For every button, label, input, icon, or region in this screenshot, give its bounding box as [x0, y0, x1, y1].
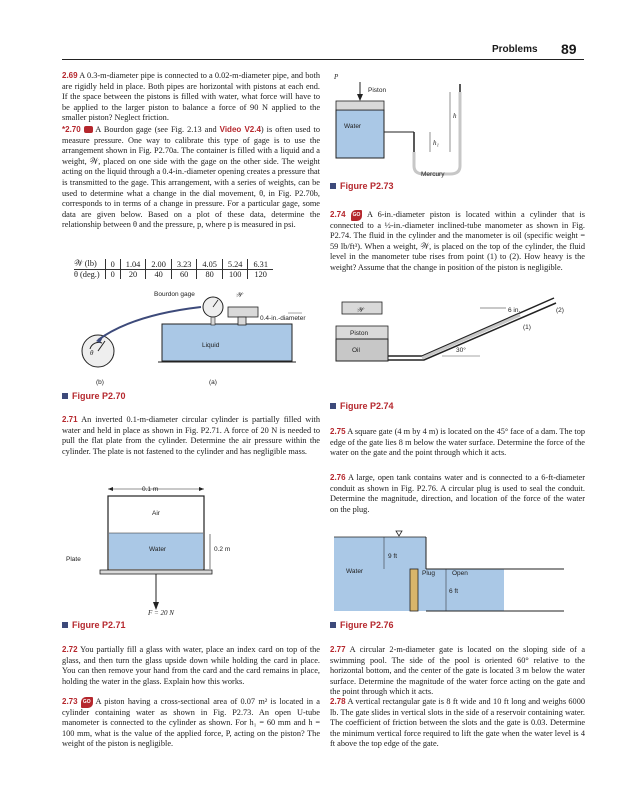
- caption-marker-icon: [330, 183, 336, 189]
- svg-text:Plate: Plate: [66, 556, 81, 563]
- svg-text:Water: Water: [149, 546, 167, 553]
- svg-text:(1): (1): [523, 324, 531, 331]
- svg-text:0.4-in.-diameter: 0.4-in.-diameter: [260, 315, 306, 322]
- problem-2-71: 2.71 An inverted 0.1-m-diameter circular cylinder is partially filled with water and held in place as shown in Fig. P2.71. A force of 20 N is needed to pull the flat plate from the cylinder. Determine the air pressure within the cylinder. The plate is not fastened to the cylinder and has negligible mass.: [62, 415, 320, 456]
- figure-p2-76: [330, 525, 590, 620]
- svg-text:h₁: h₁: [433, 139, 439, 147]
- video-link[interactable]: Video V2.4: [219, 125, 261, 134]
- svg-text:Open: Open: [452, 570, 468, 577]
- svg-text:Oil: Oil: [352, 347, 360, 354]
- video-icon[interactable]: [84, 126, 93, 133]
- figure-p2-74: [330, 290, 590, 400]
- weight-block: [228, 307, 258, 317]
- svg-text:(a): (a): [209, 379, 217, 386]
- caption-marker-icon: [330, 403, 336, 409]
- svg-text:6 in.: 6 in.: [508, 307, 521, 314]
- go-icon: GO: [81, 697, 93, 708]
- figure-p2-70: [62, 285, 322, 390]
- svg-text:𝒲: 𝒲: [235, 291, 243, 299]
- liquid-container: [162, 324, 292, 361]
- caption-p2-74: Figure P2.74: [330, 401, 394, 411]
- problem-2-70: *2.70 A Bourdon gage (see Fig. 2.13 and Video V2.4) is often used to measure pressure. One way to calibrate this type of gage is to use the arrangement shown in Fig. P2.70a. The container is filled with a liquid and a weight, 𝒲, placed on one side with the gage on the other side. The weight acting on the liquid through a 0.4-in.-diameter opening creates a pressure that is transmitted to the gage. This arrangement, with a series of weights, can be used to determine what a change in the dial movement, θ, in Fig. P2.70b, corresponds to in terms of a change in pressure. For a particular gage, some data are given below. Based on a plot of these data, determine the relationship between θ and the pressure, p, where p is measured in psi.: [62, 125, 320, 230]
- caption-marker-icon: [62, 393, 68, 399]
- svg-text:h: h: [453, 112, 457, 120]
- problem-2-72: 2.72 You partially fill a glass with water, place an index card on top of the glass, and then turn the glass upside down while holding the card in place. You can then remove your hand from the card and the card remains in place, holding the water in the glass. Explain how this works.: [62, 645, 320, 686]
- svg-text:Liquid: Liquid: [202, 342, 220, 349]
- caption-p2-73: Figure P2.73: [330, 181, 394, 191]
- caption-marker-icon: [330, 622, 336, 628]
- water-surface-icon: [396, 531, 402, 536]
- caption-marker-icon: [62, 622, 68, 628]
- svg-text:9 ft: 9 ft: [388, 553, 398, 560]
- problem-2-69: 2.69 A 0.3-m-diameter pipe is connected to a 0.02-m-diameter pipe, and both are rigidly held in place. Both pipes are horizontal with pistons at each end. If the space between the pistons is filled with water, what force will have to be applied to the larger piston to balance a force of 90 N applied to the smaller piston? Neglect friction.: [62, 71, 320, 123]
- figure-p2-71: [62, 478, 322, 618]
- oil-cylinder: [336, 339, 388, 361]
- plug: [410, 569, 418, 611]
- svg-text:Plug: Plug: [422, 570, 436, 577]
- svg-text:0.2 m: 0.2 m: [214, 546, 231, 553]
- page-number: 89: [561, 41, 577, 57]
- go-icon: GO: [351, 210, 363, 221]
- data-table-p2-70: 𝒲 (lb) 0 1.04 2.00 3.23 4.05 5.24 6.31 θ (deg.) 0 20 40 60 80 100 120: [74, 259, 273, 279]
- problem-2-74: 2.74 GO A 6-in.-diameter piston is located within a cylinder that is connected to a ½-in.-diameter inclined-tube manometer as shown in Fig. P2.74. The fluid in the cylinder and the manometer is oil (specific weight = 59 lb/ft³). When a weight, 𝒲, is placed on the top of the cylinder, the fluid level in the manometer tube rises from point (1) to (2). How heavy is the weight? Assume that the change in position of the piston is negligible.: [330, 210, 585, 272]
- svg-text:(2): (2): [556, 307, 564, 314]
- piston: [336, 101, 384, 110]
- running-header: Problems: [492, 44, 538, 55]
- svg-text:Piston: Piston: [368, 87, 387, 94]
- svg-text:(b): (b): [96, 379, 104, 386]
- caption-p2-71: Figure P2.71: [62, 620, 126, 630]
- caption-p2-70: Figure P2.70: [62, 391, 126, 401]
- svg-text:Air: Air: [152, 510, 160, 517]
- problem-2-75: 2.75 A square gate (4 m by 4 m) is located on the 45° face of a dam. The top edge of the gate lies 8 m below the water surface. Determine the force of the water on the gate and the point through which it acts.: [330, 427, 585, 458]
- svg-text:Bourdon gage: Bourdon gage: [154, 291, 195, 298]
- svg-text:Piston: Piston: [350, 330, 369, 337]
- problem-2-78: 2.78 A vertical rectangular gate is 8 ft wide and 10 ft long and weighs 6000 lb. The gate slides in vertical slots in the side of a reservoir containing water. The coefficient of friction between the slots and the gate is 0.03. Determine the minimum vertical force required to lift the gate when the water level is 4 ft above the top edge of the gate.: [330, 697, 585, 749]
- svg-text:Mercury: Mercury: [421, 171, 445, 178]
- header-rule: [62, 59, 584, 60]
- problem-2-76: 2.76 A large, open tank contains water and is connected to a 6-ft-diameter conduit as shown in Fig. P2.76. A circular plug is used to seal the conduit. Determine the magnitude, direction, and location of the force of the water on the plug.: [330, 473, 585, 514]
- svg-text:θ: θ: [90, 349, 94, 357]
- svg-text:Water: Water: [344, 123, 362, 130]
- caption-p2-76: Figure P2.76: [330, 620, 394, 630]
- svg-text:Water: Water: [346, 568, 364, 575]
- svg-text:0.1 m: 0.1 m: [142, 486, 159, 493]
- svg-text:P: P: [334, 73, 339, 81]
- table-row-label: θ (deg.): [74, 270, 100, 279]
- svg-text:6 ft: 6 ft: [449, 588, 459, 595]
- svg-text:F = 20 N: F = 20 N: [148, 609, 174, 617]
- figure-p2-73: [330, 70, 590, 180]
- water-cylinder: [336, 110, 384, 158]
- plate: [100, 570, 212, 574]
- force-arrow-icon: [357, 94, 363, 101]
- problem-2-77: 2.77 A circular 2-m-diameter gate is located on the sloping side of a swimming pool. The side of the pool is oriented 60° relative to the horizontal bottom, and the center of the gate is located 3 m below the water surface. Determine the magnitude of the water force acting on the gate and the point through which it acts.: [330, 645, 586, 697]
- svg-text:𝒲: 𝒲: [356, 306, 364, 314]
- problem-2-73: 2.73 GO A piston having a cross-sectional area of 0.07 m² is located in a cylinder containing water as shown in Fig. P2.73. An open U-tube manometer is connected to the cylinder as shown. For h₁ = 60 mm and h = 100 mm, what is the value of the applied force, P, acting on the piston? The weight of the piston is negligible.: [62, 697, 320, 749]
- table-row-label: 𝒲 (lb): [74, 259, 105, 270]
- svg-text:30°: 30°: [456, 347, 466, 354]
